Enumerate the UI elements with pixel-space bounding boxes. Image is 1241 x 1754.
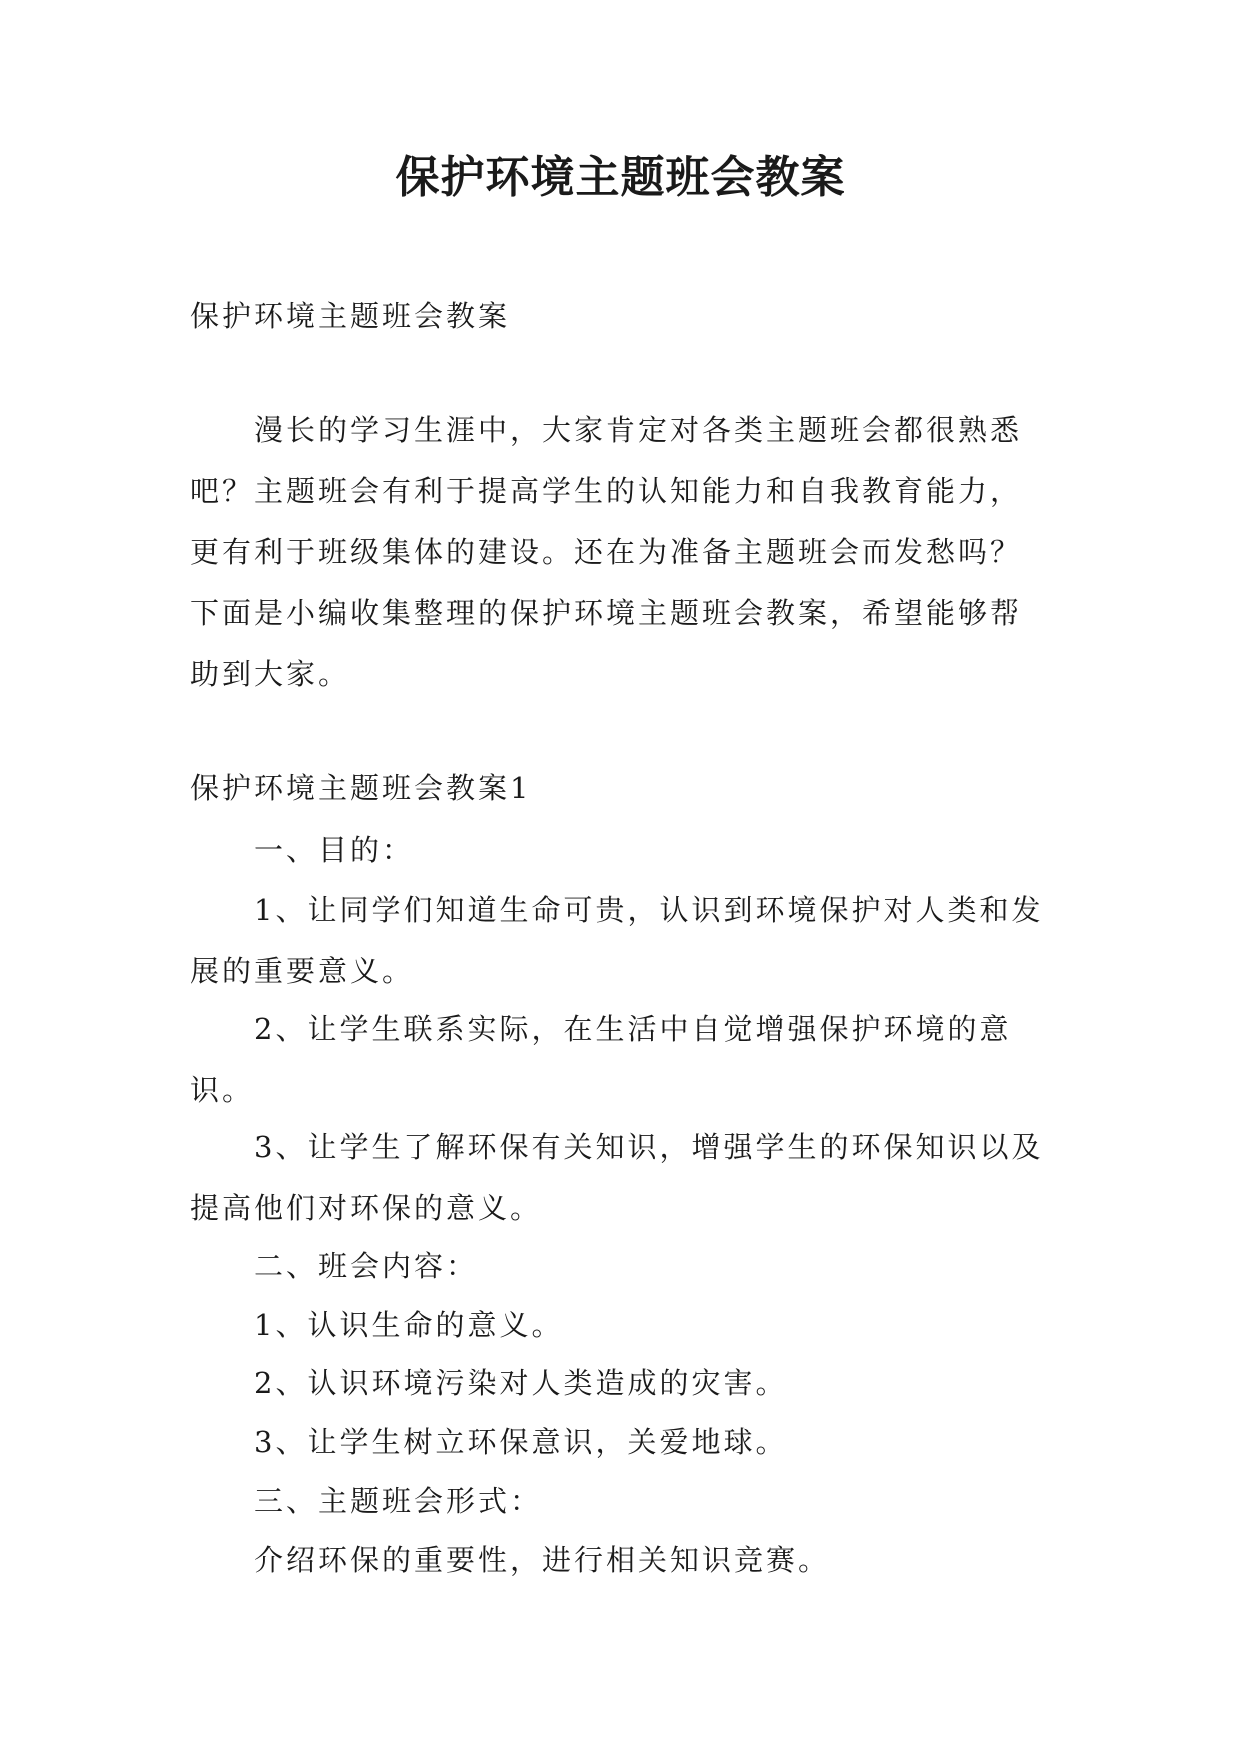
page-title: 保护环境主题班会教案 <box>395 152 846 203</box>
purpose-item-2: 2、让学生联系实际，在生活中自觉增强保护环境的意识。 <box>190 1012 1012 1107</box>
format-description: 介绍环保的重要性，进行相关知识竞赛。 <box>254 1543 831 1577</box>
purpose-item-1: 1、让同学们知道生命可贵，认识到环境保护对人类和发展的重要意义。 <box>190 893 1044 988</box>
content-item-2: 2、认识环境污染对人类造成的灾害。 <box>254 1366 788 1400</box>
document-subtitle: 保护环境主题班会教案 <box>190 299 511 333</box>
section-heading: 保护环境主题班会教案1 <box>190 771 532 805</box>
heading-purpose: 一、目的： <box>254 833 415 867</box>
content-item-1: 1、认识生命的意义。 <box>254 1308 564 1342</box>
content-item-3: 3、让学生树立环保意识，关爱地球。 <box>254 1425 788 1459</box>
intro-paragraph: 漫长的学习生涯中，大家肯定对各类主题班会都很熟悉吧？主题班会有利于提高学生的认知能力和自我教育能力，更有利于班级集体的建设。还在为准备主题班会而发愁吗？下面是小编收集整理的保护环境主题班会教案，希望能够帮助到大家。 <box>190 413 1023 691</box>
purpose-item-3: 3、让学生了解环保有关知识，增强学生的环保知识以及提高他们对环保的意义。 <box>190 1130 1044 1225</box>
heading-content: 二、班会内容： <box>254 1249 479 1283</box>
heading-format: 三、主题班会形式： <box>254 1484 543 1518</box>
